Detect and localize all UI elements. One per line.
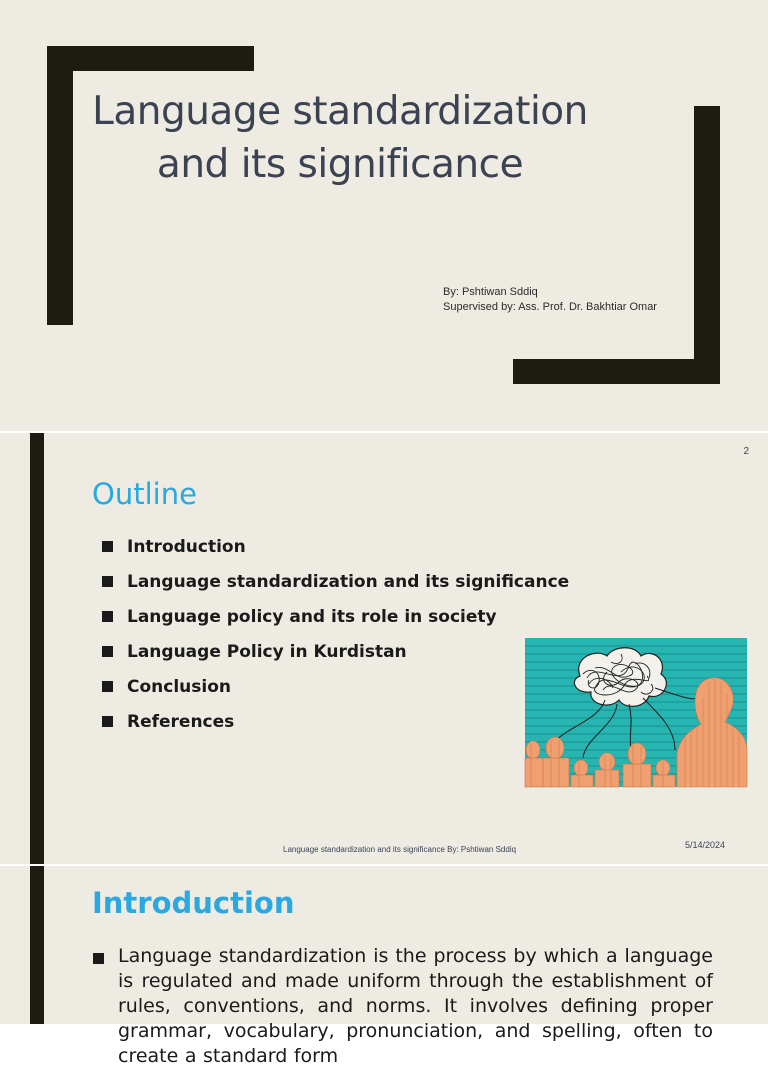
footer-date: 5/14/2024 [685,840,726,850]
outline-item-label: Conclusion [127,676,231,697]
outline-item-label: Language Policy in Kurdistan [127,641,407,662]
outline-item-label: References [127,711,235,732]
outline-item-label: Language standardization and its significance [127,571,570,592]
slide-number: 2 [743,446,749,457]
introduction-slide [0,866,768,1067]
footer-text: Language standardization and its significance By: Pshtiwan Sddiq [283,845,517,854]
outline-item-label: Language policy and its role in society [127,606,497,627]
outline-item [102,634,569,669]
title-slide [0,0,768,431]
bullet-square-icon [102,681,113,692]
presentation-title: Language standardization and its significance [92,89,588,187]
left-accent-bar [30,866,44,1024]
frame-bar-top-left-horizontal [47,46,254,71]
outline-item [102,669,569,704]
author-block [443,285,657,315]
outline-list [102,529,569,739]
frame-bar-bottom-right-horizontal [513,359,720,384]
outline-item [102,564,569,599]
bullet-square-icon [102,576,113,587]
bullet-square-icon [102,716,113,727]
outline-heading: Outline [92,477,197,511]
author-line: By: Pshtiwan Sddiq [443,286,538,298]
left-accent-bar [30,433,44,864]
introduction-bullet [93,944,713,1069]
bullet-square-icon [93,953,104,964]
bullet-square-icon [102,611,113,622]
bullet-square-icon [102,541,113,552]
outline-item [102,599,569,634]
bullet-square-icon [102,646,113,657]
outline-slide [0,433,768,864]
people-thought-bubble-illustration [525,638,747,787]
introduction-paragraph: Language standardization is the process by which a language is regulated and made uniform through the establishment of rules, conventions, and norms. It involves defining proper grammar, vocabulary, pronunciation, and spelling, often to create a standard form [118,945,713,1067]
introduction-heading: Introduction [92,886,295,920]
outline-item [102,529,569,564]
frame-bar-bottom-right-vertical [694,106,720,384]
outline-item-label: Introduction [127,536,246,557]
outline-item [102,704,569,739]
supervisor-line: Supervised by: Ass. Prof. Dr. Bakhtiar Omar [443,301,657,313]
